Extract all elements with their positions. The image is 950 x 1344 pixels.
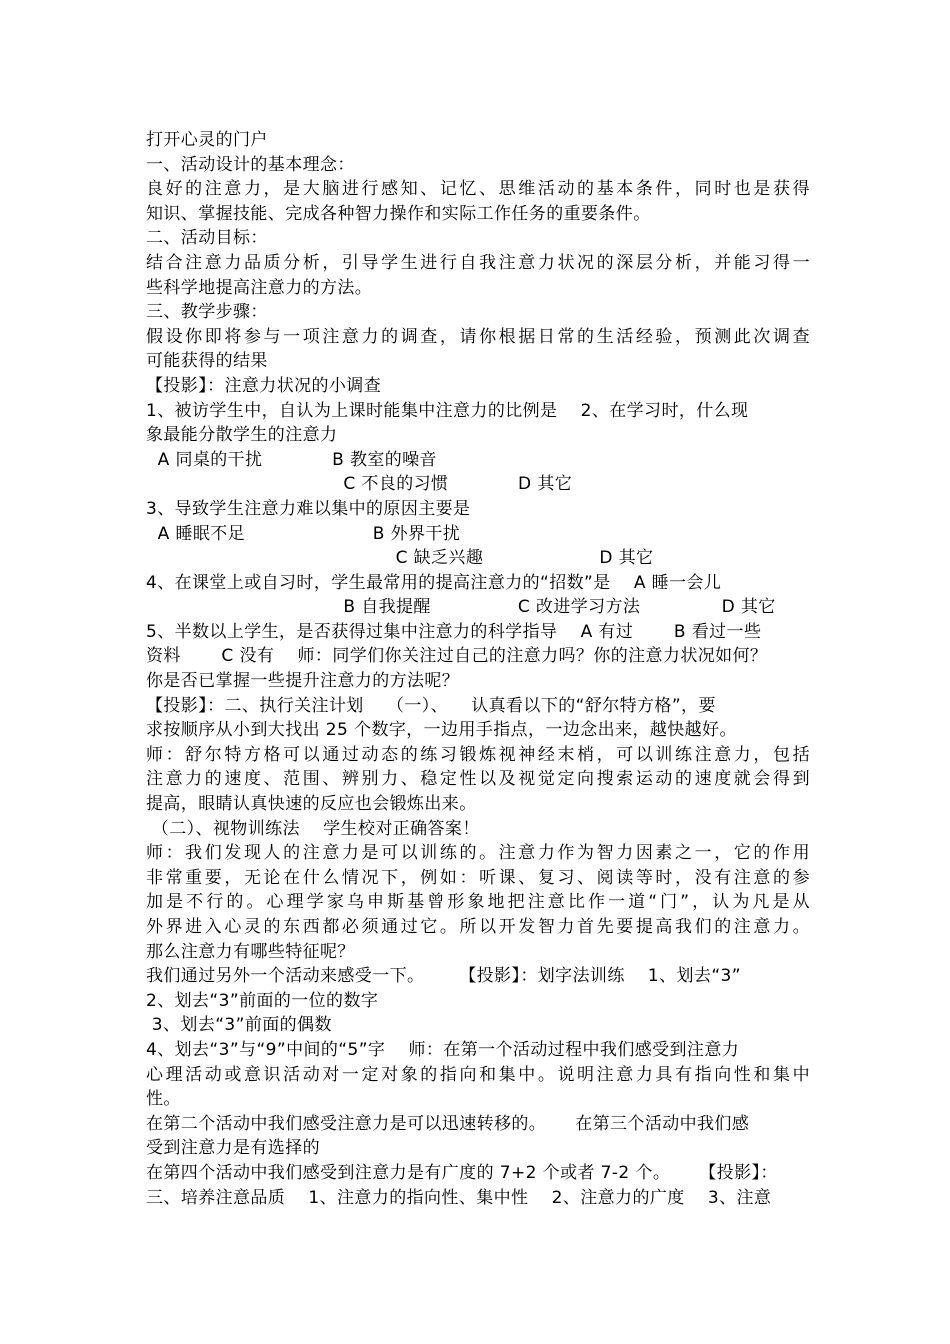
section-heading-concept: 一、活动设计的基本理念： xyxy=(146,154,355,175)
paragraph-line: 性。 xyxy=(146,1089,181,1110)
paragraph-line: 求按顺序从小到大找出 25 个数字，一边用手指点，一边念出来，越快越好。 xyxy=(146,720,737,741)
survey-question: 5、半数以上学生，是否获得过集中注意力的科学指导 A 有过 B 看过一些 xyxy=(146,621,762,642)
paragraph-line: 可能获得的结果 xyxy=(146,351,268,372)
paragraph-line: 你是否已掌握一些提升注意力的方法呢？ xyxy=(146,671,460,692)
paragraph-line: 在第四个活动中我们感受到注意力是有广度的 7+2 个或者 7-2 个。 【投影】： xyxy=(146,1162,778,1183)
survey-question: 3、导致学生注意力难以集中的原因主要是 xyxy=(146,498,471,519)
paragraph-line: 心理活动或意识活动对一定对象的指向和集中。说明注意力具有指向性和集中 xyxy=(146,1064,810,1085)
survey-options: A 同桌的干扰 B 教室的噪音 xyxy=(146,449,437,470)
paragraph-line: 注意力的速度、范围、辨别力、稳定性以及视觉定向搜索运动的速度就会得到 xyxy=(146,769,810,790)
paragraph-line: 在第二个活动中我们感受注意力是可以迅速转移的。 在第三个活动中我们感 xyxy=(146,1113,750,1134)
paragraph-line: 受到注意力是有选择的 xyxy=(146,1138,320,1159)
paragraph-line: 加是不行的。心理学家乌申斯基曾形象地把注意比作一道“门”，认为凡是从 xyxy=(146,892,810,913)
paragraph-line: 结合注意力品质分析，引导学生进行自我注意力状况的深层分析，并能习得一 xyxy=(146,252,810,273)
section-heading-goals: 二、活动目标： xyxy=(146,228,268,249)
paragraph-line: 我们通过另外一个活动来感受一下。 【投影】：划字法训练 1、划去“3” xyxy=(146,966,741,987)
survey-options: A 睡眠不足 B 外界干扰 xyxy=(146,523,461,544)
paragraph-line: （二）、视物训练法 学生校对正确答案！ xyxy=(146,818,480,839)
survey-options: C 不良的习惯 D 其它 xyxy=(146,474,573,495)
projection-label: 【投影】：二、执行关注计划 （一）、 认真看以下的“舒尔特方格”，要 xyxy=(146,695,716,716)
paragraph-line: 三、培养注意品质 1、注意力的指向性、集中性 2、注意力的广度 3、注意 xyxy=(146,1187,772,1208)
document-body xyxy=(146,128,810,1210)
paragraph-line: 非常重要，无论在什么情况下，例如：听课、复习、阅读等时，没有注意的参 xyxy=(146,867,810,888)
paragraph-line: 些科学地提高注意力的方法。 xyxy=(146,277,373,298)
survey-options: B 自我提醒 C 改进学习方法 D 其它 xyxy=(146,597,776,618)
paragraph-line: 知识、掌握技能、完成各种智力操作和实际工作任务的重要条件。 xyxy=(146,203,651,224)
section-heading-steps: 三、教学步骤： xyxy=(146,302,268,323)
exercise-item: 3、划去“3”前面的偶数 xyxy=(146,1015,332,1036)
paragraph-line: 假设你即将参与一项注意力的调查，请你根据日常的生活经验，预测此次调查 xyxy=(146,326,810,347)
paragraph-line: 外界进入心灵的东西都必须通过它。所以开发智力首先要提高我们的注意力。 xyxy=(146,917,810,937)
paragraph-line: 师：我们发现人的注意力是可以训练的。注意力作为智力因素之一，它的作用 xyxy=(146,843,810,864)
exercise-item: 2、划去“3”前面的一位的数字 xyxy=(146,990,379,1011)
paragraph-line: 资料 C 没有 师：同学们你关注过自己的注意力吗？你的注意力状况如何？ xyxy=(146,646,768,667)
survey-question: 4、在课堂上或自习时，学生最常用的提高注意力的“招数”是 A 睡一会儿 xyxy=(146,572,722,593)
paragraph-line: 提高，眼睛认真快速的反应也会锻炼出来。 xyxy=(146,794,477,815)
projection-label: 【投影】：注意力状况的小调查 xyxy=(146,375,382,396)
exercise-item: 4、划去“3”与“9”中间的“5”字 师：在第一个活动过程中我们感受到注意力 xyxy=(146,1039,740,1060)
document-title: 打开心灵的门户 xyxy=(146,130,268,150)
paragraph-line: 那么注意力有哪些特征呢？ xyxy=(146,941,355,962)
survey-options: C 缺乏兴趣 D 其它 xyxy=(146,548,654,569)
survey-question: 象最能分散学生的注意力 xyxy=(146,425,338,446)
survey-question: 1、被访学生中，自认为上课时能集中注意力的比例是 2、在学习时，什么现 xyxy=(146,400,749,421)
paragraph-line: 师：舒尔特方格可以通过动态的练习锻炼视神经末梢，可以训练注意力，包括 xyxy=(146,744,810,765)
paragraph-line: 良好的注意力，是大脑进行感知、记忆、思维活动的基本条件，同时也是获得 xyxy=(146,179,810,200)
